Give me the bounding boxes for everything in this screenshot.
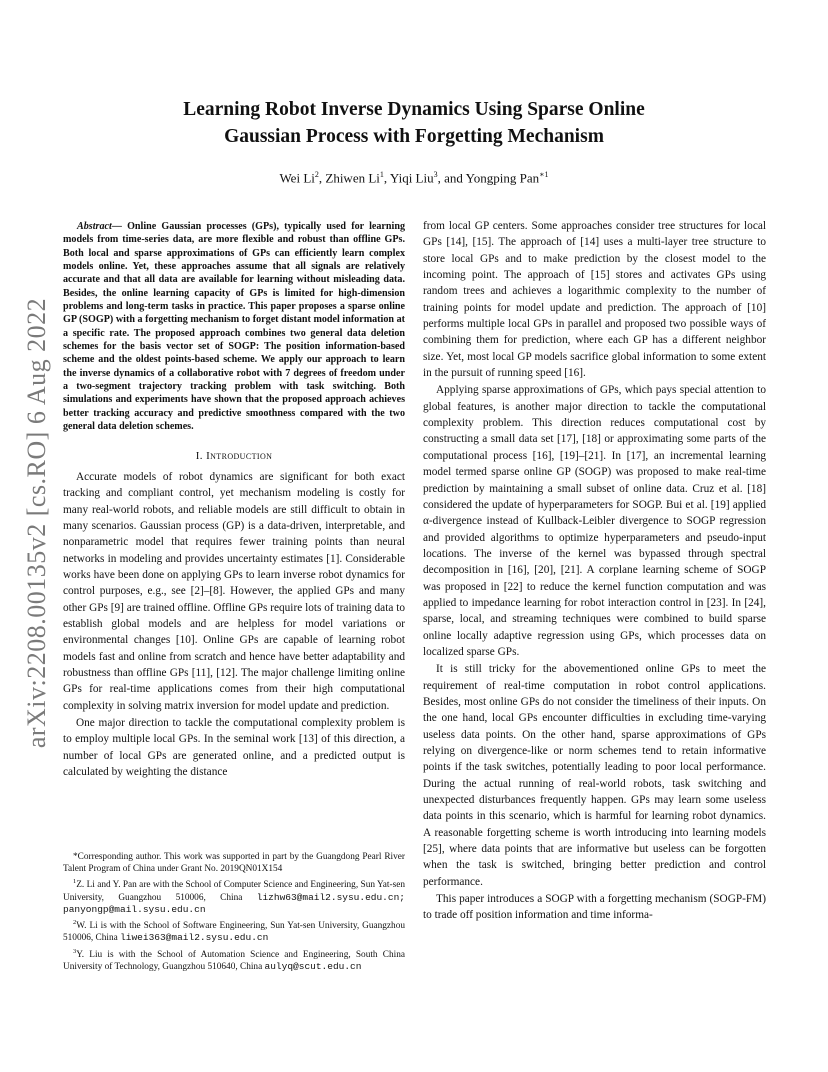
intro-paragraph-2: One major direction to tackle the computational complexity problem is to employ multiple local GPs. In the seminal work [13] of this direction, a number of local GPs are generated online, and a predicted output is calculated by weighting the distance xyxy=(63,717,405,779)
footnote-1-text: Z. Li and Y. Pan are with the School of Computer Science and Engineering, Sun Yat-sen University, Guangzhou 510006, China xyxy=(63,880,405,903)
footnote-2-text: W. Li is with the School of Software Engineering, Sun Yat-sen University, Guangzhou 510006, China xyxy=(63,921,405,944)
arxiv-identifier-text: arXiv:2208.00135v2 [cs.RO] 6 Aug 2022 xyxy=(22,297,52,749)
author-2: , Zhiwen Li xyxy=(318,170,380,186)
abstract-label: Abstract xyxy=(77,221,112,232)
left-column xyxy=(63,220,405,781)
title-line-2: Gaussian Process with Forgetting Mechanism xyxy=(224,126,604,147)
footnote-2-email[interactable]: liwei363@mail2.sysu.edu.cn xyxy=(120,932,269,944)
footnote-3-mark: 3 xyxy=(73,947,77,955)
footnotes xyxy=(63,851,405,974)
author-4: , and Yongping Pan xyxy=(437,170,540,186)
abstract-text: Online Gaussian processes (GPs), typically used for learning models from time-series data, are more flexible and robust than offline GPs. Both local and sparse approximations of GPs can efficiently learn complex models online. Yet, these approaches assume that all signals are relatively accurate and that all data are available for learning without misleading data. Besides, the online learning capacity of GPs is limited for high-dimension problems and long-term tasks in practice. This paper proposes a sparse online GP (SOGP) with a forgetting mechanism to forget distant model information at a specific rate. The proposed approach combines two general data deletion schemes for the basis vector set of SOGP: The position information-based scheme and the oldest points-based scheme. We apply our approach to learn the inverse dynamics of a collaborative robot with 7 degrees of freedom under a two-segment trajectory tracking problem with task switching. Both simulations and experiments have shown that the proposed approach achieves better tracking accuracy and predictive smoothness compared with the two general data deletion schemes. xyxy=(63,221,405,433)
section-heading-introduction xyxy=(63,448,405,464)
intro-paragraph-1: Accurate models of robot dynamics are significant for both exact tracking and compliant control, yet mechanism modeling is costly for many real-world robots, and reliable models are still difficult to obtain in many scenarios. Gaussian process (GP) is a data-driven, interpretable, and nonparametric model that requires fewer training points than neural networks in modeling and provides uncertainty estimates [1]. Considerable works have been done on applying GPs to learn inverse robot dynamics for control purposes, e.g., see [2]–[8]. However, the applied GPs and many other GPs [9] are trained offline. Offline GPs require lots of training data to establish global models and are helpless for model variations or environmental changes [10]. Online GPs are capable of learning robot models fast and online from scratch and hence have better adaptability and robustness than offline GPs [11], [12]. The major challenge limiting online GPs for real-time applications comes from their high computational complexity in solving matrix inversion for model update and prediction. xyxy=(63,470,405,712)
right-paragraph-4: This paper introduces a SOGP with a forgetting mechanism (SOGP-FM) to trade off position information and time informa- xyxy=(423,893,766,922)
footnote-affiliation-2 xyxy=(63,917,405,945)
section-title: Introduction xyxy=(206,449,273,462)
footnote-affiliation-3 xyxy=(63,946,405,974)
footnote-affiliation-1 xyxy=(63,876,405,916)
footnote-1-email[interactable]: lizhw63@mail2.sysu.edu.cn; panyongp@mail.sysu.edu.cn xyxy=(63,891,405,915)
footnote-3-email[interactable]: aulyq@scut.edu.cn xyxy=(264,960,362,972)
author-3: , Yiqi Liu xyxy=(383,170,434,186)
author-list xyxy=(80,170,748,186)
right-column xyxy=(423,218,766,925)
paper-title xyxy=(80,96,748,150)
author-1: Wei Li xyxy=(279,170,315,186)
footnote-1-mark: 1 xyxy=(73,878,77,886)
author-4-affil: ∗1 xyxy=(539,170,549,179)
footnote-corresponding: *Corresponding author. This work was supported in part by the Guangdong Pearl River Talent Program of China under Grant No. 2019QN01X154 xyxy=(63,852,405,875)
author-2-affil: 1 xyxy=(379,170,384,179)
footnote-2-mark: 2 xyxy=(73,919,77,927)
author-1-affil: 2 xyxy=(314,170,319,179)
footnote-3-text: Y. Liu is with the School of Automation Science and Engineering, South China University of Technology, Guangzhou 510640, China xyxy=(63,949,405,972)
right-paragraph-2: Applying sparse approximations of GPs, which pays special attention to global features, is another major direction to tackle the computational complexity problem. This direction reduces computational cost by constructing a small data set [17], [18] or approximating some parts of the computational process [16], [19]–[21]. In [17], an incremental learning model termed sparse online GP (SOGP) was proposed to make real-time prediction by maintaining a small subset of online data. Cruz et al. [18] considered the update of hyperparameters for SOGP. Bui et al. [19] applied α-divergence instead of Kullback-Leibler divergence to SOGP regression and provided algorithms to optimize hyperparameters and pseudo-input locations. The inverse of the kernel was bypassed through spectral decomposition in [16], [20], [21]. A corplane learning scheme of SOGP was proposed in [22] to reduce the kernel function computation and was applied to impedance learning for robot interaction control in [23]. In [24], sparse, local, and streaming techniques were combined to build sparse online locally adaptive regression using GPs, which processes data on localized sparse GPs. xyxy=(423,384,766,658)
author-3-affil: 3 xyxy=(433,170,438,179)
right-paragraph-3: It is still tricky for the abovementioned online GPs to meet the requirement of real-time computation in robot control applications. Besides, most online GPs do not consider the timeliness of their inputs. On the one hand, local GPs encounter difficulties in excluding time-varying useless data points. On the other hand, sparse approximations of GPs relying on divergence-like or norm schemes tend to retain informative points if the task switches, potentially leading to poor local performance. During the actual running of real-world robots, task switching and unexpected disturbances frequently happen. GPs may learn some useless data points in this scenario, which is harmful for learning robot dynamics. A reasonable forgetting scheme is worth introducing into learning models [25], where data points that are informative but useless can be forgotten when the task is switched, bringing better prediction and control performance. xyxy=(423,663,766,888)
right-paragraph-1: from local GP centers. Some approaches consider tree structures for local GPs [14], [15]. The approach of [14] uses a multi-layer tree structure to store local GPs and to make prediction by the closest model to the incoming point. The approach of [15] stores and activates GPs using random trees and achieves a logarithmic complexity to the number of training points for model update and prediction. The approach of [10] performs multiple local GPs in parallel and proposed two possible ways of combining them for prediction, where each GP has a different neighbor size. Yet, most local GP models sacrifice global information to some extent in the pursuit of running speed [16]. xyxy=(423,220,766,380)
abstract-dash: — xyxy=(111,221,128,232)
abstract xyxy=(63,220,405,434)
title-line-1: Learning Robot Inverse Dynamics Using Sparse Online xyxy=(183,99,645,120)
arxiv-identifier xyxy=(20,288,54,758)
section-number: I. xyxy=(195,449,207,462)
